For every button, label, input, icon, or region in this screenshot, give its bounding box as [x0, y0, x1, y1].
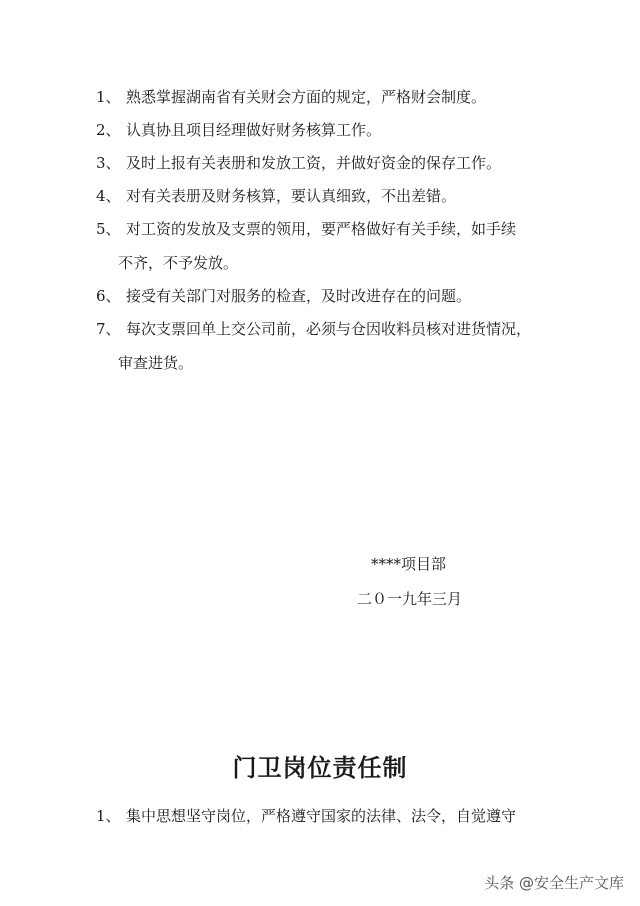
item-text: 熟悉掌握湖南省有关财会方面的规定，严格财会制度。 [126, 88, 487, 106]
list-item [96, 87, 486, 107]
watermark: 头条 @安全生产文库 [484, 874, 624, 892]
item-number: 4、 [96, 187, 121, 205]
list-item [96, 806, 516, 826]
signature-org: ****项目部 [371, 555, 447, 573]
list-item [96, 219, 516, 239]
list-item [96, 120, 381, 140]
item-text: 每次支票回单上交公司前，必须与仓因收料员核对进货情况， [126, 320, 532, 338]
item-text: 及时上报有关表册和发放工资，并做好资金的保存工作。 [126, 154, 502, 172]
list-item [96, 186, 456, 206]
list-item [96, 153, 501, 173]
item-text: 集中思想坚守岗位，严格遵守国家的法律、法令，自觉遵守 [126, 807, 517, 825]
item-number: 2、 [96, 121, 121, 139]
item-number: 1、 [96, 88, 121, 106]
signature-date: 二０一九年三月 [357, 590, 463, 608]
item-number: 7、 [96, 320, 121, 338]
item-text: 接受有关部门对服务的检查，及时改进存在的问题。 [126, 287, 472, 305]
item-text: 对有关表册及财务核算，要认真细致，不出差错。 [126, 187, 457, 205]
item-continuation: 审查进货。 [118, 354, 194, 372]
item-number: 1、 [96, 807, 121, 825]
list-item [96, 319, 531, 339]
item-number: 6、 [96, 287, 121, 305]
item-text: 对工资的发放及支票的领用，要严格做好有关手续，如手续 [126, 220, 517, 238]
item-number: 5、 [96, 220, 121, 238]
list-item [96, 286, 471, 306]
item-number: 3、 [96, 154, 121, 172]
item-continuation: 不齐，不予发放。 [118, 254, 239, 272]
item-text: 认真协且项目经理做好财务核算工作。 [126, 121, 382, 139]
section-title: 门卫岗位责任制 [232, 754, 408, 782]
